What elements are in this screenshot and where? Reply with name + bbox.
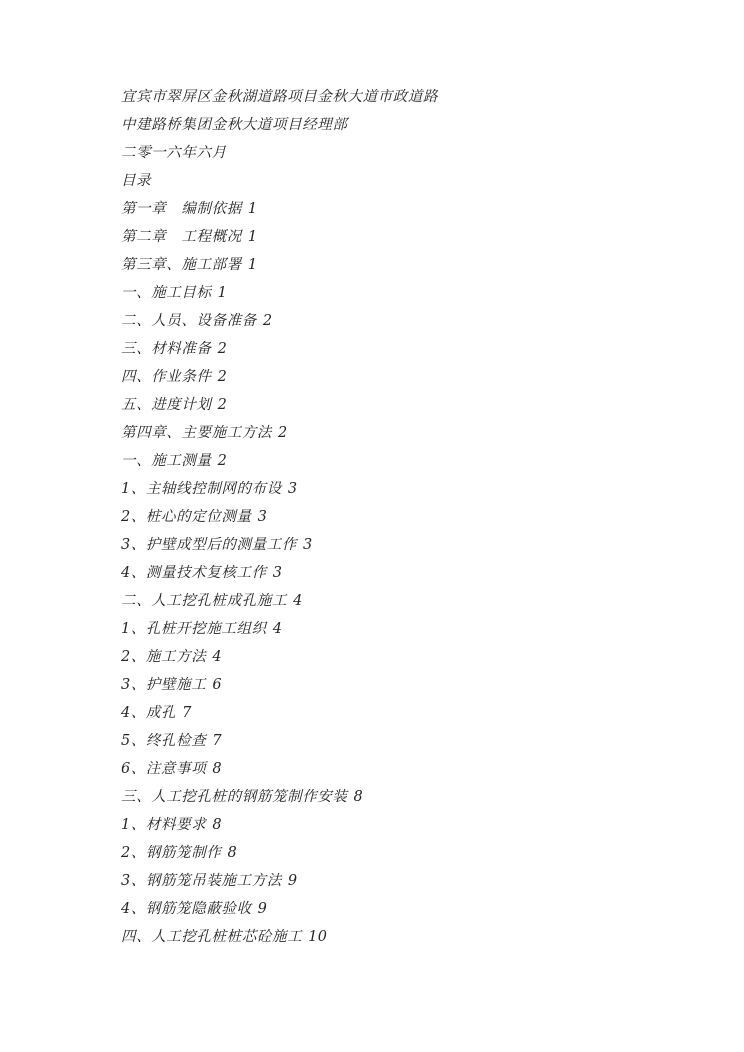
toc-entry-page: 9 (287, 873, 298, 889)
toc-entry (121, 279, 661, 307)
toc-entry-page: 8 (212, 761, 222, 777)
toc-entry-label: 第三章、施工部署 (121, 257, 242, 273)
toc-entry-page: 10 (308, 929, 328, 945)
toc-entry (121, 251, 661, 279)
toc-entry (121, 671, 661, 699)
toc-entry-page: 9 (257, 901, 268, 917)
toc-entry (121, 643, 661, 671)
toc-entry-page: 8 (353, 789, 364, 805)
toc-entry-page: 2 (262, 313, 273, 329)
toc-entry-page: 2 (217, 341, 228, 357)
toc-entry (121, 839, 661, 867)
toc-entry (121, 811, 661, 839)
toc-entry (121, 335, 661, 363)
toc-entry (121, 755, 661, 783)
toc-entry-page: 1 (217, 285, 228, 301)
toc-entry-label: 5、终孔检查 (121, 733, 207, 749)
toc-entry-page: 7 (212, 733, 222, 749)
toc-entry-page: 3 (272, 565, 283, 581)
toc-entry (121, 531, 661, 559)
toc-entry-page: 6 (212, 677, 222, 693)
toc-entry (121, 895, 661, 923)
toc-entry-label: 1、主轴线控制网的布设 (121, 481, 282, 497)
toc-entry (121, 391, 661, 419)
toc-entry-label: 3、钢筋笼吊装施工方法 (121, 873, 282, 889)
toc-entry (121, 307, 661, 335)
toc-entry-page: 7 (182, 705, 192, 721)
toc-entry-label: 五、进度计划 (121, 397, 212, 413)
toc-entry (121, 475, 661, 503)
toc-entry-label: 第二章 工程概况 (121, 229, 242, 245)
doc-title-line-1: 宜宾市翠屏区金秋湖道路项目金秋大道市政道路 (121, 89, 439, 105)
toc-heading: 目录 (121, 173, 152, 189)
toc-entry-label: 2、钢筋笼制作 (121, 845, 222, 861)
toc-entry (121, 867, 661, 895)
toc-entry-label: 4、成孔 (121, 705, 177, 721)
toc-entry-page: 2 (217, 453, 228, 469)
toc-entry-label: 第四章、主要施工方法 (121, 425, 272, 441)
toc-entry (121, 615, 661, 643)
toc-list (121, 195, 661, 951)
toc-entry-page: 4 (293, 593, 303, 609)
toc-entry (121, 587, 661, 615)
toc-entry-label: 二、人工挖孔桩成孔施工 (121, 593, 288, 609)
toc-entry-page: 1 (247, 201, 258, 217)
toc-entry-page: 1 (247, 229, 258, 245)
toc-entry-label: 3、护壁施工 (121, 677, 207, 693)
toc-entry (121, 783, 661, 811)
toc-entry-page: 3 (302, 537, 313, 553)
toc-entry-page: 1 (247, 257, 258, 273)
toc-entry (121, 223, 661, 251)
toc-entry-page: 2 (217, 397, 228, 413)
toc-entry-label: 一、施工测量 (121, 453, 212, 469)
toc-entry-label: 二、人员、设备准备 (121, 313, 257, 329)
toc-entry (121, 419, 661, 447)
toc-entry-label: 6、注意事项 (121, 761, 207, 777)
toc-entry-page: 2 (217, 369, 228, 385)
toc-entry-label: 4、测量技术复核工作 (121, 565, 267, 581)
toc-entry-label: 4、钢筋笼隐蔽验收 (121, 901, 252, 917)
toc-entry-label: 1、孔桩开挖施工组织 (121, 621, 267, 637)
toc-entry (121, 363, 661, 391)
toc-entry-label: 三、材料准备 (121, 341, 212, 357)
toc-entry-page: 4 (272, 621, 283, 637)
toc-entry (121, 699, 661, 727)
toc-entry-page: 8 (227, 845, 237, 861)
toc-entry-page: 3 (257, 509, 268, 525)
toc-entry-page: 8 (212, 817, 222, 833)
doc-title-line-2: 中建路桥集团金秋大道项目经理部 (121, 117, 348, 133)
toc-entry (121, 503, 661, 531)
toc-entry-label: 四、作业条件 (121, 369, 212, 385)
toc-entry-page: 4 (212, 649, 222, 665)
toc-entry-label: 1、材料要求 (121, 817, 207, 833)
toc-entry-label: 2、桩心的定位测量 (121, 509, 252, 525)
document-body (121, 83, 661, 951)
toc-entry (121, 923, 661, 951)
toc-entry-label: 3、护壁成型后的测量工作 (121, 537, 297, 553)
toc-entry-label: 四、人工挖孔桩桩芯砼施工 (121, 929, 303, 945)
toc-entry (121, 447, 661, 475)
toc-entry (121, 195, 661, 223)
toc-entry-label: 三、人工挖孔桩的钢筋笼制作安装 (121, 789, 348, 805)
toc-entry-page: 3 (287, 481, 298, 497)
toc-entry-page: 2 (278, 425, 288, 441)
toc-entry (121, 727, 661, 755)
doc-date-line: 二零一六年六月 (121, 145, 227, 161)
toc-entry-label: 第一章 编制依据 (121, 201, 242, 217)
toc-entry-label: 2、施工方法 (121, 649, 207, 665)
toc-entry (121, 559, 661, 587)
toc-entry-label: 一、施工目标 (121, 285, 212, 301)
